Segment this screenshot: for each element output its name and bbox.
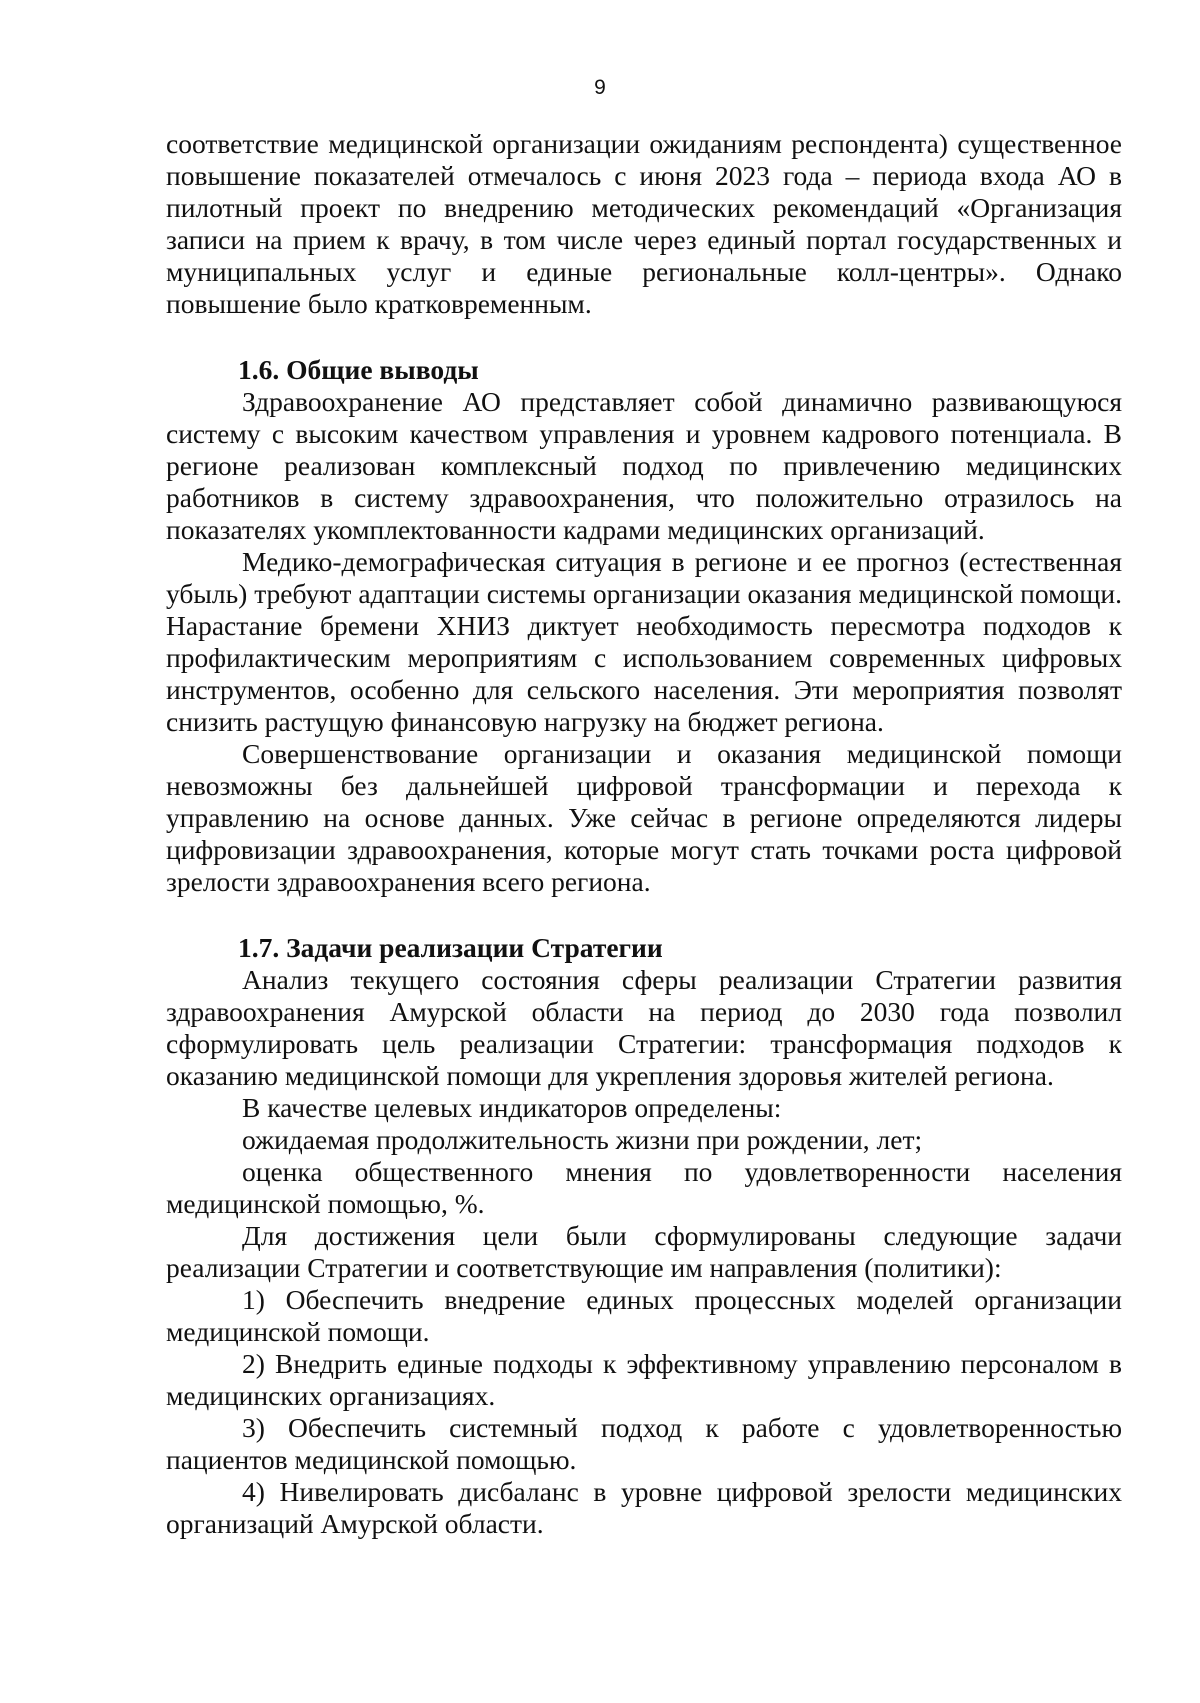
- document-body: [166, 128, 1122, 1540]
- paragraph: Совершенствование организации и оказания медицинской помощи невозможны без дальнейшей цифровой трансформации и перехода к управлению на основе данных. Уже сейчас в регионе определяются лидеры цифровизации здравоохранения, которые могут стать точками роста цифровой зрелости здравоохранения всего региона.: [166, 738, 1122, 897]
- page-number: 9: [594, 76, 606, 99]
- section-strategy-tasks: [166, 932, 1122, 1540]
- paragraph: Анализ текущего состояния сферы реализации Стратегии развития здравоохранения Амурской области на период до 2030 года позволил сформулировать цель реализации Стратегии: трансформация подходов к оказанию медицинской помощи для укрепления здоровья жителей региона.: [166, 964, 1122, 1091]
- task-item: 2) Внедрить единые подходы к эффективному управлению персоналом в медицинских организациях.: [166, 1348, 1122, 1411]
- section-1-7-heading: 1.7. Задачи реализации Стратегии: [238, 932, 663, 963]
- task-item: 4) Нивелировать дисбаланс в уровне цифровой зрелости медицинских организаций Амурской области.: [166, 1476, 1122, 1539]
- intro-paragraph: соответствие медицинской организации ожиданиям респондента) существенное повышение показателей отмечалось с июня 2023 года – периода входа АО в пилотный проект по внедрению методических рекомендаций «Организация записи на прием к врачу, в том числе через единый портал государственных и муниципальных услуг и единые региональные колл-центры». Однако повышение было кратковременным.: [166, 128, 1122, 319]
- paragraph: Для достижения цели были сформулированы следующие задачи реализации Стратегии и соответствующие им направления (политики):: [166, 1220, 1122, 1283]
- indicator-item: ожидаемая продолжительность жизни при рождении, лет;: [242, 1124, 923, 1155]
- task-item: 1) Обеспечить внедрение единых процессных моделей организации медицинской помощи.: [166, 1284, 1122, 1347]
- task-item: 3) Обеспечить системный подход к работе с удовлетворенностью пациентов медицинской помощью.: [166, 1412, 1122, 1475]
- paragraph: В качестве целевых индикаторов определены:: [242, 1092, 782, 1123]
- paragraph: Медико-демографическая ситуация в регионе и ее прогноз (естественная убыль) требуют адаптации системы организации оказания медицинской помощи. Нарастание бремени ХНИЗ диктует необходимость пересмотра подходов к профилактическим мероприятиям с использованием современных цифровых инструментов, особенно для сельского населения. Эти мероприятия позволят снизить растущую финансовую нагрузку на бюджет региона.: [166, 546, 1122, 737]
- indicator-item: оценка общественного мнения по удовлетворенности населения медицинской помощью, %.: [166, 1156, 1122, 1219]
- section-general-conclusions: [166, 354, 1122, 898]
- section-1-6-heading: 1.6. Общие выводы: [238, 354, 479, 385]
- paragraph: Здравоохранение АО представляет собой динамично развивающуюся систему с высоким качеством управления и уровнем кадрового потенциала. В регионе реализован комплексный подход по привлечению медицинских работников в систему здравоохранения, что положительно отразилось на показателях укомплектованности кадрами медицинских организаций.: [166, 386, 1122, 545]
